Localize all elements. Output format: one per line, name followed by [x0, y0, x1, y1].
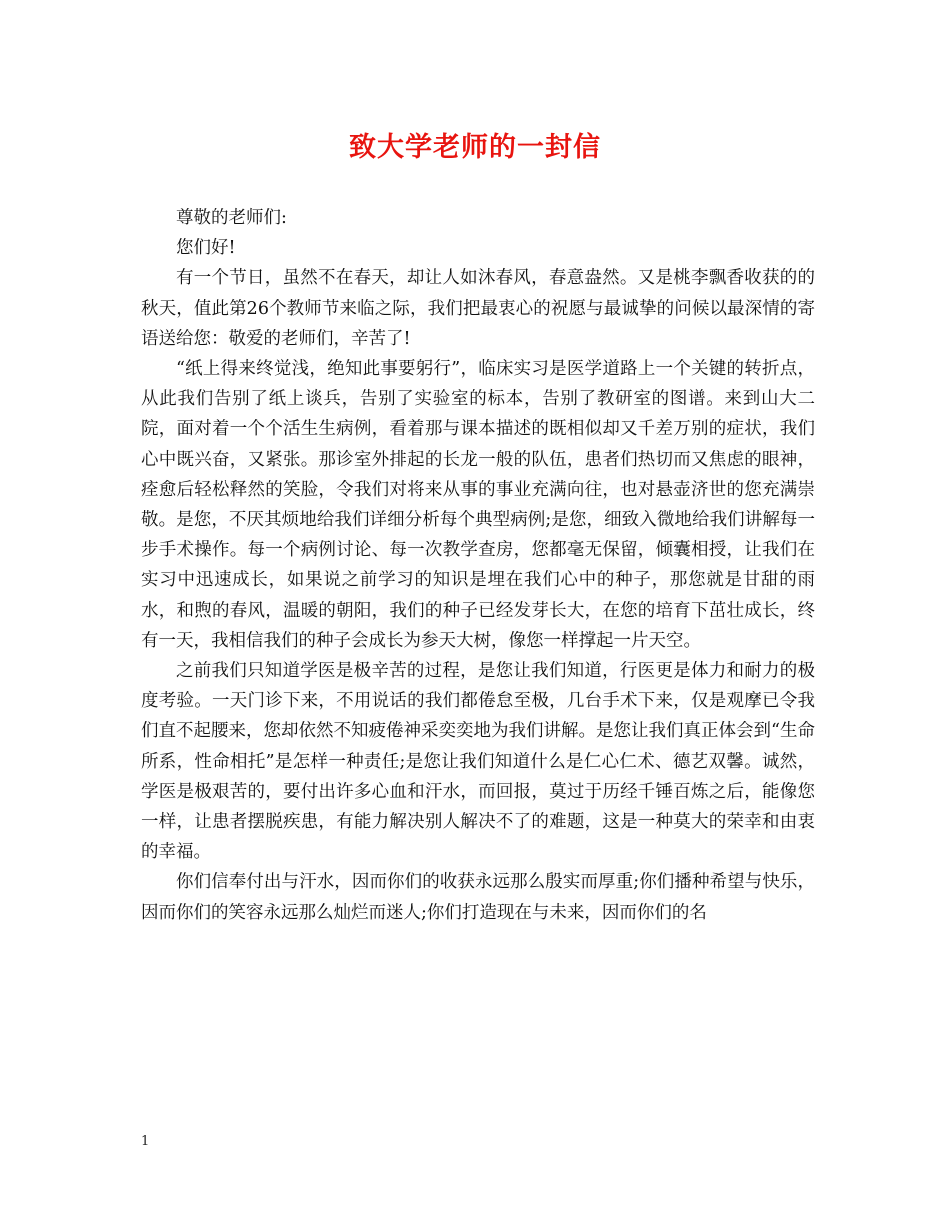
paragraph: 之前我们只知道学医是极辛苦的过程，是您让我们知道，行医更是体力和耐力的极度考验。一天门诊下来，不用说话的我们都倦怠至极，几台手术下来，仅是观摩已令我们直不起腰来，您却依然不知疲倦神采奕奕地为我们讲解。是您让我们真正体会到“生命所系，性命相托”是怎样一种责任;是您让我们知道什么是仁心仁术、德艺双馨。诚然，学医是极艰苦的，要付出许多心血和汗水，而回报，莫过于历经千锤百炼之后，能像您一样，让患者摆脱疾患，有能力解决别人解决不了的难题，这是一种莫大的荣幸和由衷的幸福。	[141, 661, 815, 863]
paragraph: 你们信奉付出与汗水，因而你们的收获永远那么殷实而厚重;你们播种希望与快乐，因而你们的笑容永远那么灿烂而迷人;你们打造现在与未来，因而你们的名	[141, 872, 815, 923]
paragraph: 有一个节日，虽然不在春天，却让人如沐春风，春意盎然。又是桃李飘香收获的的秋天，值此第26个教师节来临之际，我们把最衷心的祝愿与最诚挚的问候以最深情的寄语送给您：敬爱的老师们，辛苦了!	[141, 268, 815, 349]
greeting: 您们好!	[176, 238, 236, 259]
paragraph: “纸上得来终觉浅，绝知此事要躬行”，临床实习是医学道路上一个关键的转折点，从此我们告别了纸上谈兵，告别了实验室的标本，告别了教研室的图谱。来到山大二院，面对着一个个活生生病例，看着那与课本描述的既相似却又千差万别的症状，我们心中既兴奋，又紧张。那诊室外排起的长龙一般的队伍，患者们热切而又焦虑的眼神，痊愈后轻松释然的笑脸，令我们对将来从事的事业充满向往，也对悬壶济世的您充满崇敬。是您，不厌其烦地给我们详细分析每个典型病例;是您，细致入微地给我们讲解每一步手术操作。每一个病例讨论、每一次教学查房，您都毫无保留，倾囊相授，让我们在实习中迅速成长，如果说之前学习的知识是埋在我们心中的种子，那您就是甘甜的雨水，和煦的春风，温暖的朝阳，我们的种子已经发芽长大，在您的培育下茁壮成长，终有一天，我相信我们的种子会成长为参天大树，像您一样撑起一片天空。	[141, 359, 815, 651]
letter-body	[141, 203, 815, 928]
document-title: 致大学老师的一封信	[349, 132, 601, 163]
page-number: 1	[141, 1134, 150, 1149]
salutation: 尊敬的老师们:	[176, 208, 287, 228]
